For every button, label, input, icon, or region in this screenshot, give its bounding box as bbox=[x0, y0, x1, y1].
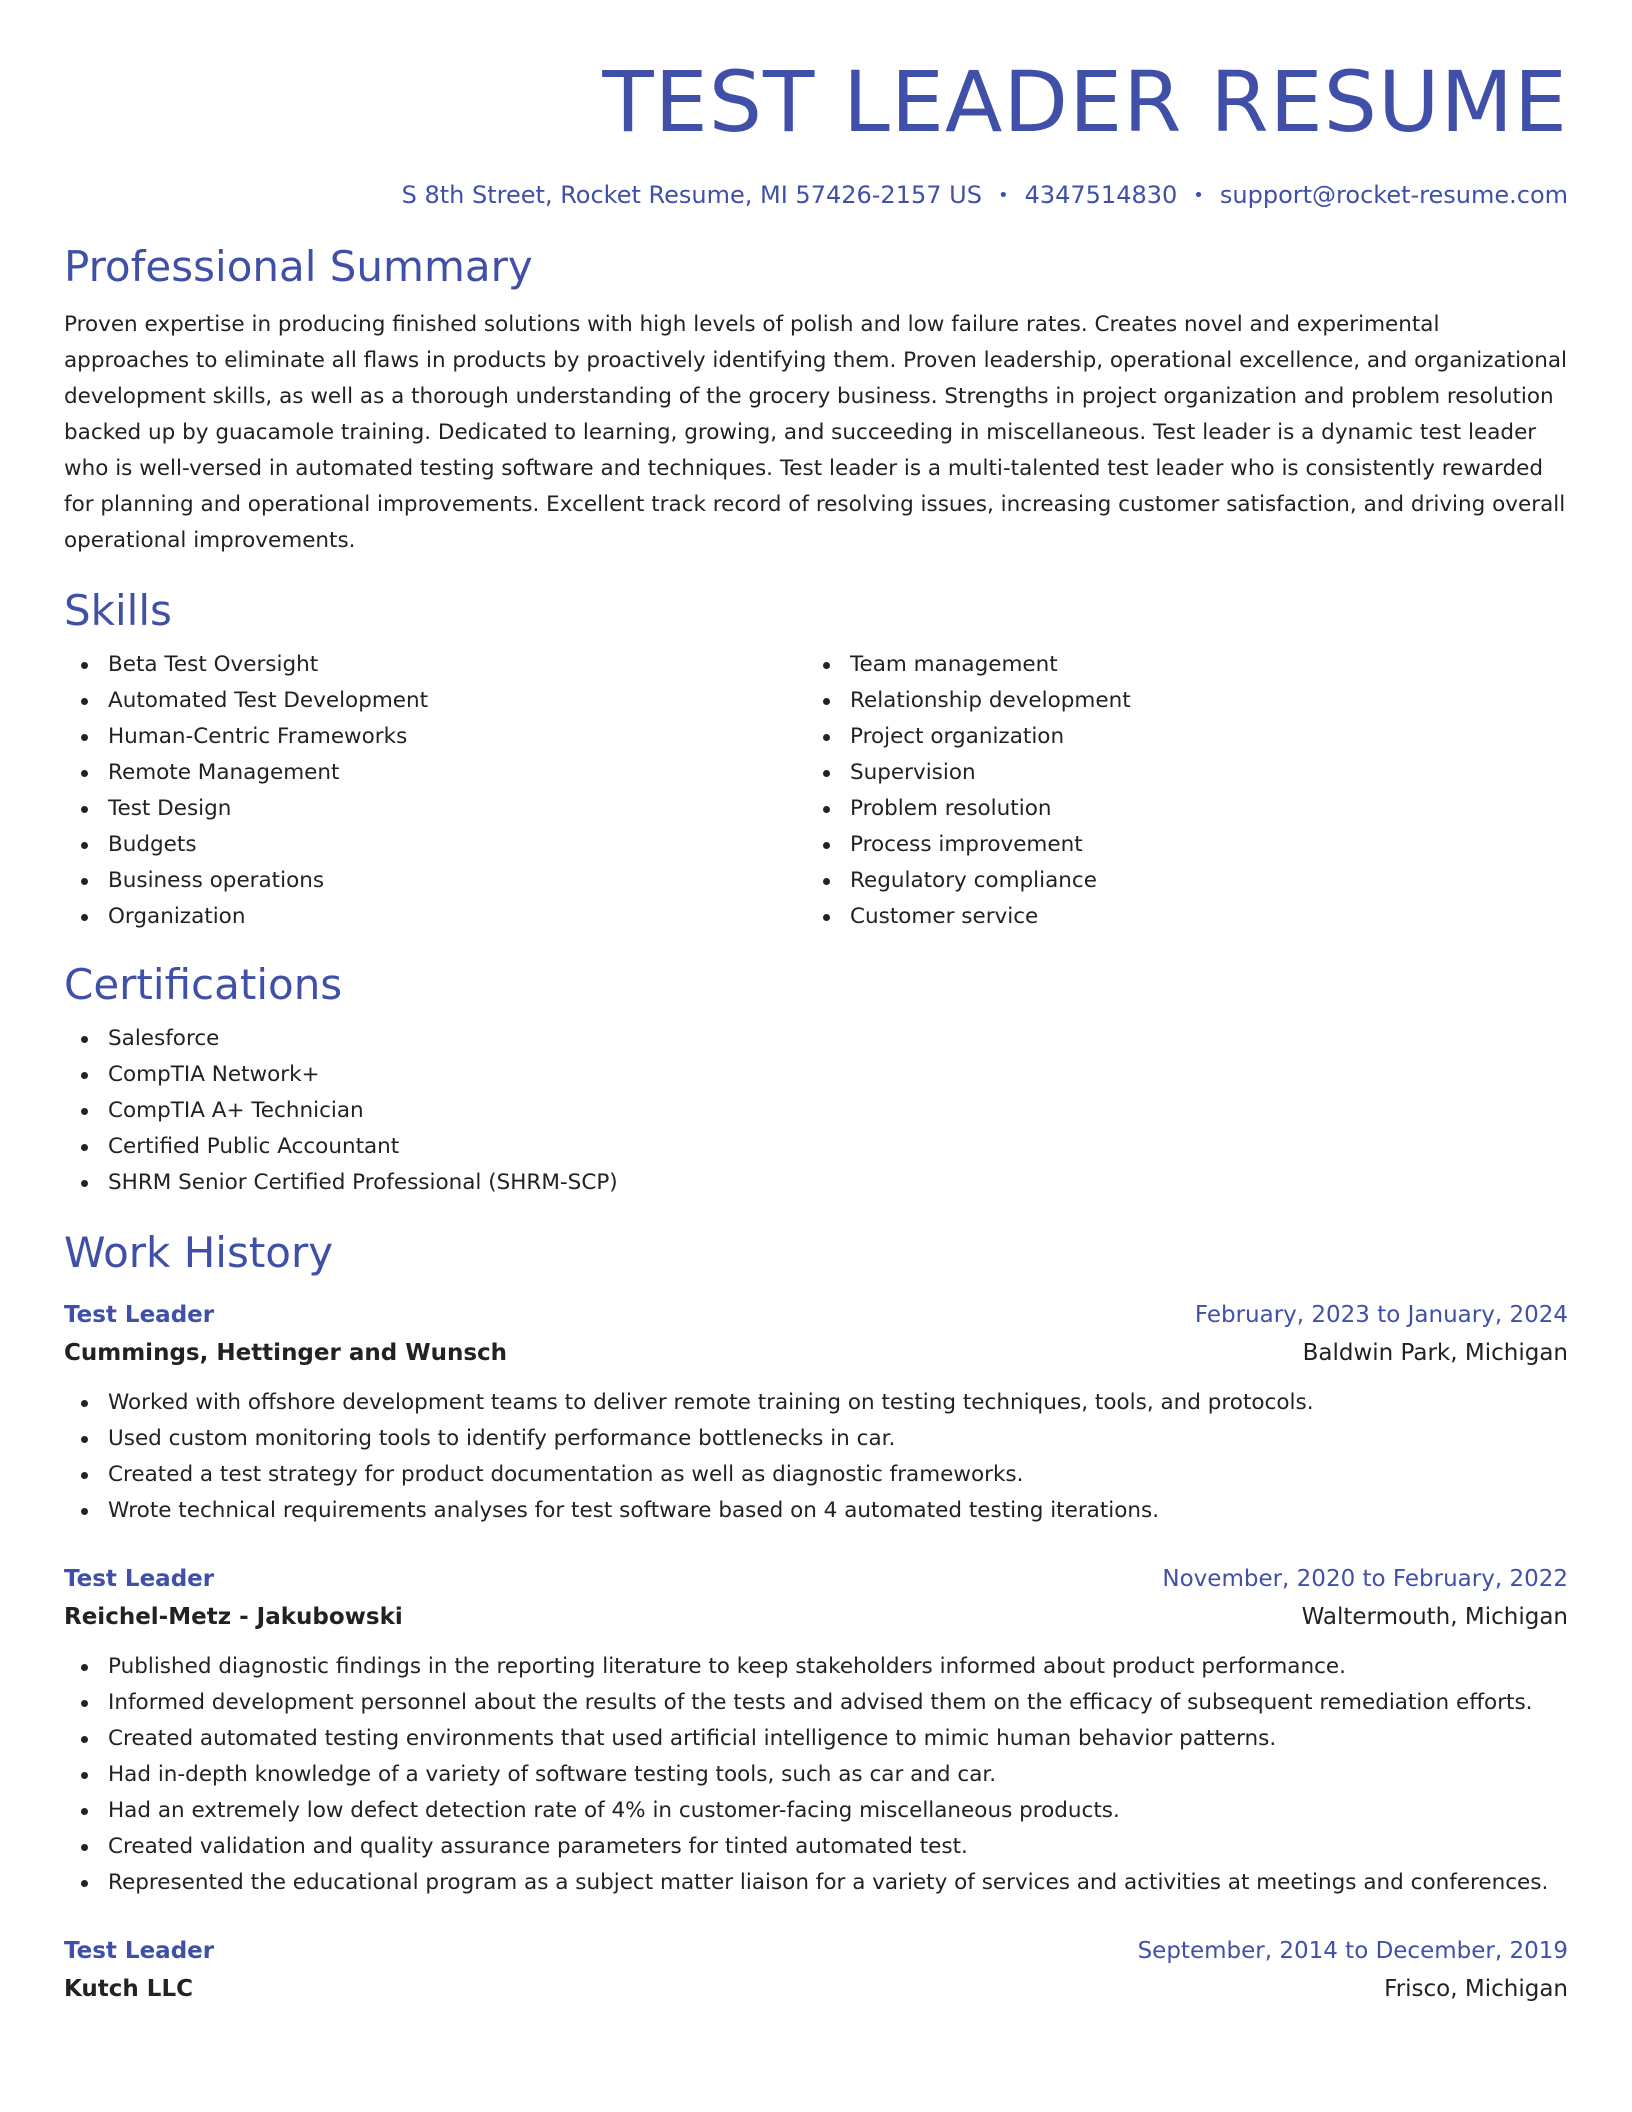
skills-list-right bbox=[806, 647, 1548, 935]
certifications-heading: Certifications bbox=[64, 960, 343, 1009]
bullet-separator: • bbox=[997, 185, 1009, 206]
job-company-row bbox=[64, 1969, 1568, 2009]
job-bullet: Created automated testing environments that used artificial intelligence to mimic human behavior patterns. bbox=[108, 1721, 1568, 1757]
skills-column-right bbox=[806, 647, 1548, 935]
job-location: Frisco, Michigan bbox=[1384, 1976, 1568, 2002]
skill-item: Business operations bbox=[108, 863, 806, 899]
job-bullet: Used custom monitoring tools to identify performance bottlenecks in car. bbox=[108, 1421, 1568, 1457]
skill-item: Relationship development bbox=[850, 683, 1548, 719]
skill-item: Beta Test Oversight bbox=[108, 647, 806, 683]
skills-grid bbox=[64, 647, 1568, 935]
skill-item: Project organization bbox=[850, 719, 1548, 755]
skill-item: Human-Centric Frameworks bbox=[108, 719, 806, 755]
resume-title: TEST LEADER RESUME bbox=[602, 53, 1568, 151]
skill-item: Customer service bbox=[850, 899, 1548, 935]
job-entry bbox=[64, 1297, 1568, 1529]
certification-item: SHRM Senior Certified Professional (SHRM-SCP) bbox=[108, 1165, 1568, 1201]
work-history-heading: Work History bbox=[64, 1228, 334, 1277]
job-bullet: Worked with offshore development teams to deliver remote training on testing techniques, tools, and protocols. bbox=[108, 1385, 1568, 1421]
skills-column-left bbox=[64, 647, 806, 935]
job-bullet: Published diagnostic findings in the reporting literature to keep stakeholders informed about product performance. bbox=[108, 1649, 1568, 1685]
job-bullet: Created validation and quality assurance parameters for tinted automated test. bbox=[108, 1829, 1568, 1865]
job-dates: November, 2020 to February, 2022 bbox=[1162, 1566, 1568, 1592]
job-bullet-list bbox=[64, 1649, 1568, 1901]
job-header-row bbox=[64, 1561, 1568, 1597]
job-bullet-list bbox=[64, 1385, 1568, 1529]
skill-item: Problem resolution bbox=[850, 791, 1548, 827]
skill-item: Organization bbox=[108, 899, 806, 935]
job-header-row bbox=[64, 1297, 1568, 1333]
contact-phone: 4347514830 bbox=[1024, 181, 1178, 209]
skill-item: Remote Management bbox=[108, 755, 806, 791]
job-entry bbox=[64, 1561, 1568, 1901]
job-dates: February, 2023 to January, 2024 bbox=[1194, 1302, 1568, 1328]
job-title: Test Leader bbox=[64, 1302, 215, 1328]
job-bullet: Created a test strategy for product documentation as well as diagnostic frameworks. bbox=[108, 1457, 1568, 1493]
skill-item: Supervision bbox=[850, 755, 1548, 791]
job-title: Test Leader bbox=[64, 1938, 215, 1964]
job-location: Baldwin Park, Michigan bbox=[1302, 1340, 1568, 1366]
bullet-separator: • bbox=[1193, 185, 1204, 206]
resume-page bbox=[64, 0, 1568, 2009]
certification-item: CompTIA Network+ bbox=[108, 1057, 1568, 1093]
contact-email[interactable]: support@rocket-resume.com bbox=[1219, 181, 1568, 209]
job-entry bbox=[64, 1933, 1568, 2009]
skills-list-left bbox=[64, 647, 806, 935]
skill-item: Automated Test Development bbox=[108, 683, 806, 719]
skill-item: Team management bbox=[850, 647, 1548, 683]
skill-item: Regulatory compliance bbox=[850, 863, 1548, 899]
job-bullet: Informed development personnel about the results of the tests and advised them on the efficacy of subsequent remediation efforts. bbox=[108, 1685, 1568, 1721]
job-header-row bbox=[64, 1933, 1568, 1969]
job-company-row bbox=[64, 1597, 1568, 1637]
certification-item: Certified Public Accountant bbox=[108, 1129, 1568, 1165]
certification-item: CompTIA A+ Technician bbox=[108, 1093, 1568, 1129]
job-company: Reichel-Metz - Jakubowski bbox=[64, 1604, 403, 1630]
job-company-row bbox=[64, 1333, 1568, 1373]
skill-item: Test Design bbox=[108, 791, 806, 827]
skill-item: Process improvement bbox=[850, 827, 1548, 863]
certification-item: Salesforce bbox=[108, 1021, 1568, 1057]
contact-address: S 8th Street, Rocket Resume, MI 57426-2157 US bbox=[401, 181, 982, 209]
job-dates: September, 2014 to December, 2019 bbox=[1137, 1938, 1568, 1964]
summary-text: Proven expertise in producing finished solutions with high levels of polish and low failure rates. Creates novel and experimental approaches to eliminate all flaws in products by proactively identifying them. Proven leadership, operational excellence, and organizational development skills, as well as a thorough understanding of the grocery business. Strengths in project organization and problem resolution backed up by guacamole training. Dedicated to learning, growing, and succeeding in miscellaneous. Test leader is a dynamic test leader who is well-versed in automated testing software and techniques. Test leader is a multi-talented test leader who is consistently rewarded for planning and operational improvements. Excellent track record of resolving issues, increasing customer satisfaction, and driving overall operational improvements. bbox=[64, 312, 1567, 553]
skill-item: Budgets bbox=[108, 827, 806, 863]
skills-heading: Skills bbox=[64, 586, 172, 635]
job-bullet: Had in-depth knowledge of a variety of software testing tools, such as car and car. bbox=[108, 1757, 1568, 1793]
job-title: Test Leader bbox=[64, 1566, 215, 1592]
certifications-list bbox=[64, 1021, 1568, 1201]
summary-heading: Professional Summary bbox=[64, 242, 533, 291]
job-bullet: Had an extremely low defect detection rate of 4% in customer-facing miscellaneous products. bbox=[108, 1793, 1568, 1829]
job-bullet: Wrote technical requirements analyses for test software based on 4 automated testing iterations. bbox=[108, 1493, 1568, 1529]
job-bullet: Represented the educational program as a subject matter liaison for a variety of services and activities at meetings and conferences. bbox=[108, 1865, 1568, 1901]
job-company: Kutch LLC bbox=[64, 1976, 193, 2002]
job-location: Waltermouth, Michigan bbox=[1301, 1604, 1568, 1630]
contact-line bbox=[64, 180, 1568, 211]
job-company: Cummings, Hettinger and Wunsch bbox=[64, 1340, 508, 1366]
